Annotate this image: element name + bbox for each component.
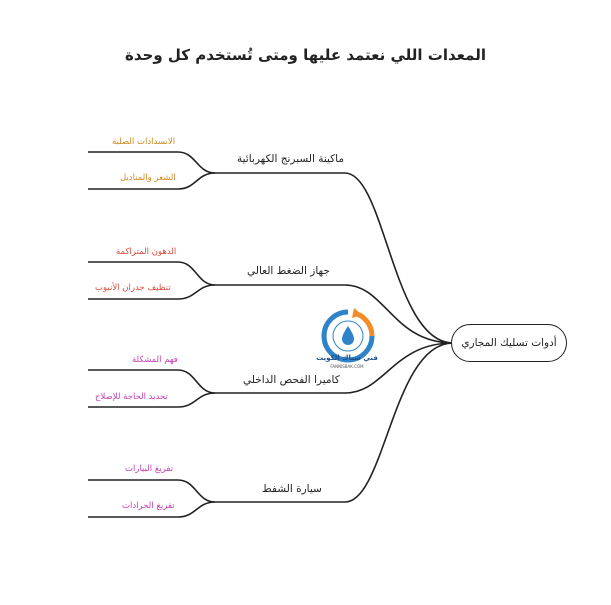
leaf-label: الشعر والمناديل xyxy=(120,173,176,183)
root-node xyxy=(451,324,567,362)
branch-label-inspection-camera: كاميرا الفحص الداخلي xyxy=(243,374,340,386)
leaf-label: تحديد الحاجة للإصلاح xyxy=(95,392,168,402)
branch-leaf-connector xyxy=(178,480,215,502)
branch-label-suction-truck: سيارة الشفط xyxy=(262,483,322,495)
branch-leaf-connector xyxy=(178,285,215,299)
leaf-label: تفريغ الحرادات xyxy=(122,501,175,511)
branch-leaf-connector xyxy=(178,370,215,393)
leaf-label: تنظيف جدران الأنبوب xyxy=(95,283,171,293)
leaf-label: الانسدادات الصلبة xyxy=(112,137,176,147)
branch-leaf-connector xyxy=(178,393,215,407)
branch-label-high-pressure: جهاز الضغط العالي xyxy=(247,265,330,277)
root-label: أدوات تسليك المجاري xyxy=(461,337,557,349)
branch-leaf-connector xyxy=(178,152,215,173)
leaf-label: فهم المشكلة xyxy=(132,355,178,365)
branch-label-electric-spring: ماكينة السبرنج الكهربائية xyxy=(237,153,344,165)
branch-leaf-connector xyxy=(178,502,215,517)
logo-subtext: FANNISBAK.COM xyxy=(330,364,364,369)
page-title: المعدات اللي نعتمد عليها ومتى تُستخدم كل وحدة xyxy=(125,46,486,64)
logo-text: فني سباك الكويت xyxy=(316,354,378,362)
leaf-label: الدهون المتراكمة xyxy=(116,247,177,257)
branch-leaf-connector xyxy=(178,262,215,285)
leaf-label: تفريغ البيارات xyxy=(125,464,174,474)
branch-leaf-connector xyxy=(178,173,215,189)
